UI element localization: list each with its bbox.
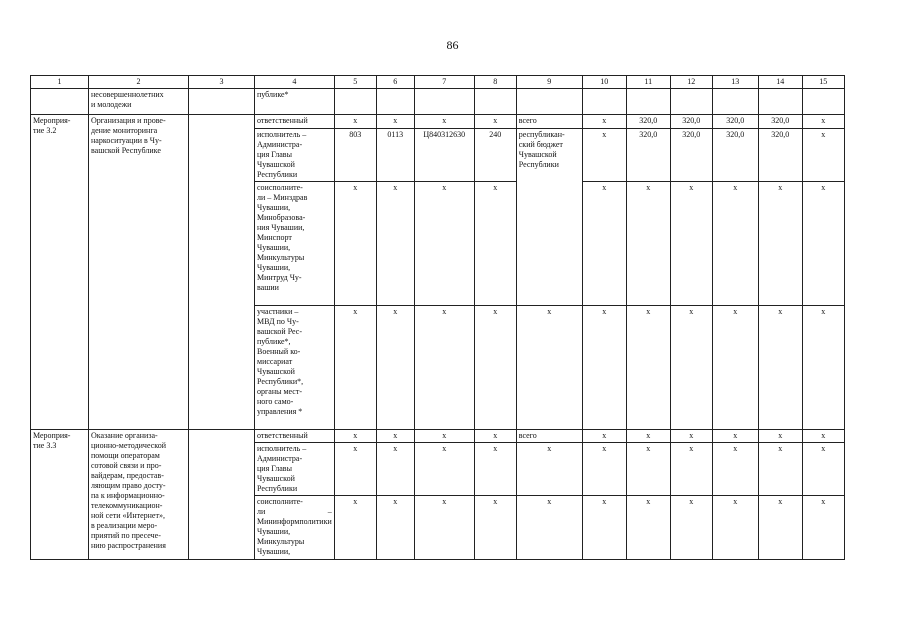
executor-cell: участники – МВД по Чу- вашской Рес- публике*, Военный ко- миссариат Чувашской Республики*, органы мест- ного само- управления * bbox=[255, 306, 335, 430]
executor-cell: ответственный bbox=[255, 115, 335, 129]
table-cell: x bbox=[474, 443, 516, 496]
table-row bbox=[31, 115, 845, 129]
col-header: 11 bbox=[626, 76, 670, 89]
executor-cell: соисполните- ли – Мининформполитики Чувашии, Минкультуры Чувашии, bbox=[255, 496, 335, 560]
table-cell: x bbox=[712, 496, 758, 560]
table-cell: x bbox=[802, 129, 844, 182]
table-cell: 320,0 bbox=[626, 115, 670, 129]
table-cell: x bbox=[670, 430, 712, 443]
continuation-description: несовершеннолетних и молодежи bbox=[89, 89, 189, 115]
table-cell: x bbox=[376, 182, 414, 306]
continuation-row bbox=[31, 89, 845, 115]
table-cell: x bbox=[626, 306, 670, 430]
table-cell: x bbox=[712, 306, 758, 430]
executor-cell: исполнитель – Администра- ция Главы Чувашской Республики bbox=[255, 129, 335, 182]
col-header: 10 bbox=[582, 76, 626, 89]
table-cell: x bbox=[626, 443, 670, 496]
table-cell: x bbox=[758, 496, 802, 560]
table-cell: всего bbox=[516, 430, 582, 443]
table-cell: x bbox=[474, 182, 516, 306]
table-cell: x bbox=[758, 306, 802, 430]
table-cell: x bbox=[334, 182, 376, 306]
table-cell: x bbox=[474, 496, 516, 560]
col-header: 7 bbox=[414, 76, 474, 89]
table-cell: x bbox=[712, 443, 758, 496]
table-cell: x bbox=[802, 430, 844, 443]
executor-cell: соисполните- ли – Минздрав Чувашии, Минобразова- ния Чувашии, Минспорт Чувашии, Минкультуры Чувашии, Минтруд Чу- вашии bbox=[255, 182, 335, 306]
table-cell: x bbox=[758, 430, 802, 443]
table-cell: 320,0 bbox=[670, 129, 712, 182]
table-cell: x bbox=[802, 182, 844, 306]
col-header: 13 bbox=[712, 76, 758, 89]
table-cell: x bbox=[626, 182, 670, 306]
table-cell: 0113 bbox=[376, 129, 414, 182]
col-header: 4 bbox=[255, 76, 335, 89]
table-cell: x bbox=[582, 115, 626, 129]
measure-name: Мероприя- тие 3.2 bbox=[31, 115, 89, 430]
table-cell: x bbox=[670, 182, 712, 306]
col-header: 2 bbox=[89, 76, 189, 89]
table-cell: республикан- ский бюджет Чувашской Республики bbox=[516, 129, 582, 306]
table-cell: x bbox=[414, 306, 474, 430]
executor-cell: ответственный bbox=[255, 430, 335, 443]
table-cell: 320,0 bbox=[626, 129, 670, 182]
col-header: 12 bbox=[670, 76, 712, 89]
table-cell: x bbox=[712, 182, 758, 306]
table-cell: x bbox=[474, 115, 516, 129]
table-cell: x bbox=[626, 430, 670, 443]
col-header: 15 bbox=[802, 76, 844, 89]
measure-description: Организация и прове- дение мониторинга наркоситуации в Чу- вашской Республике bbox=[89, 115, 189, 430]
col-header: 8 bbox=[474, 76, 516, 89]
table-cell: x bbox=[582, 496, 626, 560]
table-cell: x bbox=[414, 496, 474, 560]
table-cell: x bbox=[802, 115, 844, 129]
table-cell: x bbox=[582, 430, 626, 443]
table-cell: x bbox=[376, 443, 414, 496]
table-cell: x bbox=[334, 443, 376, 496]
table-cell: x bbox=[414, 115, 474, 129]
table-cell: x bbox=[376, 496, 414, 560]
table-cell: x bbox=[626, 496, 670, 560]
table-cell: 320,0 bbox=[758, 115, 802, 129]
table-cell: x bbox=[670, 306, 712, 430]
col-header: 5 bbox=[334, 76, 376, 89]
table-cell: x bbox=[376, 115, 414, 129]
table-cell: x bbox=[670, 496, 712, 560]
table-cell: x bbox=[758, 443, 802, 496]
table-cell: 240 bbox=[474, 129, 516, 182]
executor-cell: исполнитель – Администра- ция Главы Чувашской Республики bbox=[255, 443, 335, 496]
table-cell: 320,0 bbox=[758, 129, 802, 182]
budget-table bbox=[30, 75, 845, 560]
measure-description: Оказание организа- ционно-методической помощи операторам сотовой связи и про- вайдерам, предостав- ляющим право досту- па к информационно- телекоммуникацион- ной сети «Интернет», в реализации меро- приятий по пресече- нию распространения bbox=[89, 430, 189, 560]
table-cell: x bbox=[414, 430, 474, 443]
table-cell: 320,0 bbox=[712, 129, 758, 182]
table-cell: x bbox=[802, 443, 844, 496]
table-cell: x bbox=[334, 115, 376, 129]
col-header: 1 bbox=[31, 76, 89, 89]
table-cell: 803 bbox=[334, 129, 376, 182]
page-number: 86 bbox=[446, 38, 459, 52]
table-cell: x bbox=[334, 306, 376, 430]
table-cell: x bbox=[758, 182, 802, 306]
table-cell: x bbox=[516, 443, 582, 496]
col-header: 6 bbox=[376, 76, 414, 89]
table-cell: 320,0 bbox=[670, 115, 712, 129]
col-header: 9 bbox=[516, 76, 582, 89]
table-cell: x bbox=[474, 430, 516, 443]
table-cell: x bbox=[376, 306, 414, 430]
col-header: 3 bbox=[189, 76, 255, 89]
table-cell: x bbox=[516, 496, 582, 560]
table-row bbox=[31, 430, 845, 443]
table-cell: x bbox=[802, 306, 844, 430]
table-cell: x bbox=[334, 430, 376, 443]
table-cell: 320,0 bbox=[712, 115, 758, 129]
table-cell: x bbox=[414, 443, 474, 496]
table-cell: x bbox=[802, 496, 844, 560]
table-cell: x bbox=[582, 443, 626, 496]
table-cell: x bbox=[474, 306, 516, 430]
table-cell: x bbox=[712, 430, 758, 443]
header-row bbox=[31, 76, 845, 89]
table-cell: x bbox=[376, 430, 414, 443]
table-cell: x bbox=[516, 306, 582, 430]
table-cell: Ц840312630 bbox=[414, 129, 474, 182]
table-cell: всего bbox=[516, 115, 582, 129]
table-cell: x bbox=[582, 129, 626, 182]
continuation-executor: публике* bbox=[255, 89, 335, 115]
table-cell: x bbox=[334, 496, 376, 560]
col-header: 14 bbox=[758, 76, 802, 89]
table-cell: x bbox=[582, 182, 626, 306]
table-cell: x bbox=[670, 443, 712, 496]
measure-name: Мероприя- тие 3.3 bbox=[31, 430, 89, 560]
table-cell: x bbox=[582, 306, 626, 430]
table-cell: x bbox=[414, 182, 474, 306]
